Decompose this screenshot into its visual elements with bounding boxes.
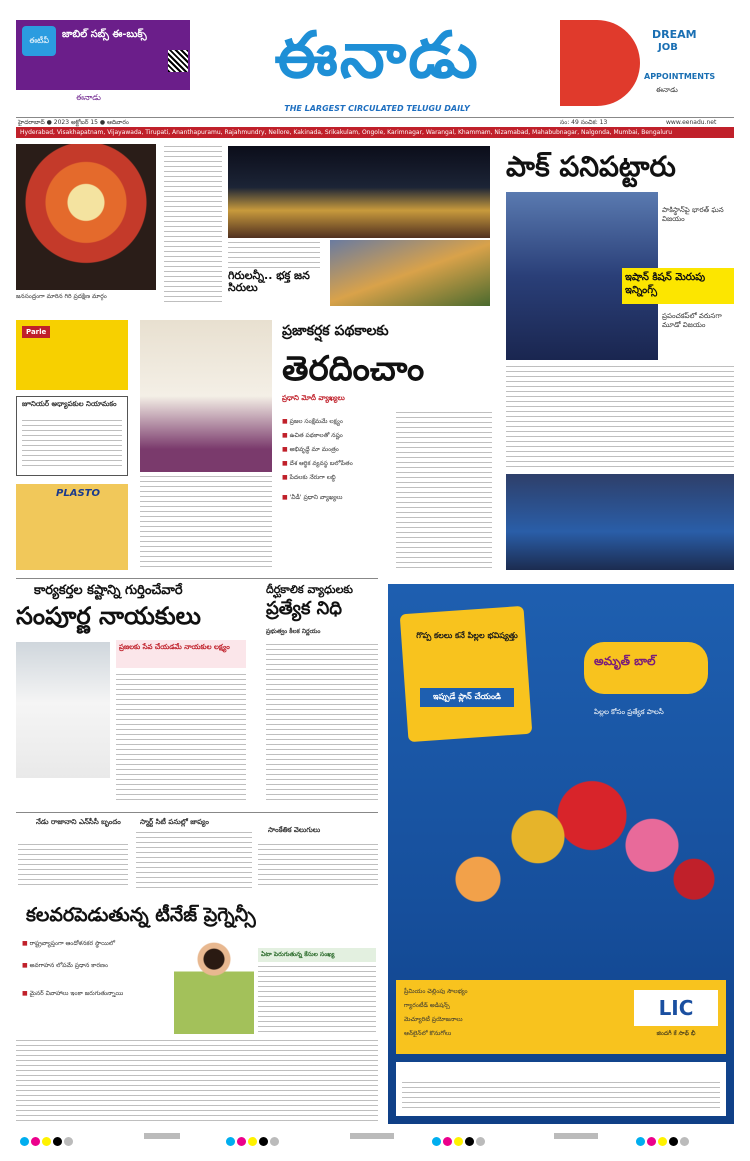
lic-plan-name: అమృత్ బాల్ <box>594 654 656 668</box>
left-ad-footer: ఈనాడు <box>16 90 190 106</box>
modi-photo <box>140 320 272 472</box>
registration-bar-2 <box>350 1133 394 1139</box>
lead-bullet-1: ■ ప్రజల సంక్షేమమే లక్ష్యం <box>282 418 392 426</box>
registration-marks-1 <box>20 1131 75 1150</box>
lead-bullet-3: ■ అభివృద్ధే మా మంత్రం <box>282 446 392 454</box>
lic-feature-1: ప్రీమియం చెల్లింపు సౌలభ్యం <box>404 988 468 995</box>
brief-3-title: సాంకేతిక వెలుగులు <box>268 826 321 834</box>
fund-story-text <box>266 644 378 804</box>
red-half-circle <box>560 20 640 106</box>
right-ad-sub: ఈనాడు <box>656 86 678 94</box>
lic-feature-3: మెచ్యూరిటీ ప్రయోజనాలు <box>404 1016 463 1023</box>
etv-logo: ఈటీవీ <box>22 26 56 56</box>
middle-headline: సంపూర్ణ నాయకులు <box>16 602 201 630</box>
lic-bubble <box>400 606 533 742</box>
girulu-headline: గిరులన్నీ.. భక్త జన సిరులు <box>228 269 310 294</box>
lic-logo: LIC <box>634 990 718 1026</box>
dateline-left: హైదరాబాద్ ● 2023 అక్టోబర్ 15 ● ఆదివారం <box>18 119 129 126</box>
night-festival-photo <box>228 146 490 238</box>
qr-code <box>168 50 188 72</box>
brief-3-text <box>258 844 378 888</box>
lic-ad[interactable] <box>388 584 734 1124</box>
sports-story-text <box>506 366 734 470</box>
masthead-title: ఈనాడు <box>274 19 480 93</box>
lead-text-col1 <box>140 476 272 568</box>
fund-kicker: దీర్ఘకాలిక వ్యాధులకు <box>266 583 353 596</box>
lead-bullet-4: ■ దేశ ఆర్థిక వ్యవస్థ బలోపేతం <box>282 460 392 468</box>
festival-story-text <box>228 242 320 268</box>
briefs-rule <box>16 812 378 813</box>
lic-bubble-text: గొప్ప కలలు కనే పిల్లల భవిష్యత్తు <box>416 631 518 640</box>
lic-bubble-highlight: ఇప్పుడే ప్లాన్ చేయండి <box>420 688 514 707</box>
notice-ad-lines <box>22 420 122 470</box>
crowd-photo <box>330 240 490 306</box>
brief-3 <box>258 818 378 890</box>
dateline-right: www.eenadu.net <box>666 119 717 126</box>
fund-sub: ప్రభుత్వం కీలక నిర్ణయం <box>266 628 321 635</box>
bottom-headline: కలవరపెడుతున్న టీనేజ్ ప్రెగ్నెన్సీ <box>26 904 256 926</box>
leader-story-text <box>116 674 246 804</box>
lead-headline: తెరదించాం <box>282 349 425 389</box>
lead-kicker: ప్రజాకర్షక పథకాలకు <box>282 323 389 339</box>
dream-text: DREAM <box>652 28 697 41</box>
brief-1-text <box>18 844 128 888</box>
bottom-bullet-3: ■ మైనర్ వివాహాలు ఇంకా జరుగుతున్నాయి <box>22 990 172 998</box>
lead-text-col2 <box>396 412 492 568</box>
top-rule <box>16 117 734 118</box>
team-celebration-photo <box>506 474 734 570</box>
lead-bullet-5: ■ పేదలకు నేరుగా లబ్ధి <box>282 474 392 482</box>
ishan-callout: ఇషాన్ కిషన్ మెరుపు ఇన్నింగ్స్ <box>622 268 734 304</box>
leader-photo <box>16 642 110 778</box>
left-ad-text: జాబిల్ సబ్స్ ఈ-బుక్స్ <box>62 29 147 40</box>
registration-bar-3 <box>554 1133 598 1139</box>
sports-side-caption: పాకిస్థాన్‌పై భారత్ ఘన విజయం <box>662 206 724 223</box>
notice-ad-text: జూనియర్ అధ్యాపకుల నియామకం <box>22 400 117 408</box>
brief-2-title: స్మార్ట్ సిటీ పనుల్లో జాప్యం <box>140 818 209 826</box>
lead-bullet-2: ■ ఉచిత పథకాలతో నష్టం <box>282 432 392 440</box>
brief-2 <box>136 818 252 890</box>
plasto-logo: PLASTO <box>56 488 100 499</box>
registration-marks-3 <box>432 1131 487 1150</box>
lead-subhead: ప్రధాని మోదీ వ్యాఖ్యలు <box>282 394 345 402</box>
children-illustration <box>418 752 718 964</box>
bottom-chart-text <box>258 966 376 1034</box>
lic-feature-2: గ్యారంటీడ్ అడిషన్స్ <box>404 1002 450 1009</box>
brief-2-text <box>136 832 252 888</box>
sports-sub-caption: ప్రపంచకప్‌లో వరుసగా మూడో విజయం <box>662 312 722 329</box>
dateline-center: సం: 49 సంచిక: 13 <box>560 119 608 126</box>
registration-bar-1 <box>144 1133 180 1139</box>
brief-1-title: నేడు రాజానాని ఎన్‌సీసీ బృందం <box>36 818 121 826</box>
chart-caption: ఏటా పెరుగుతున్న కేసుల సంఖ్య <box>258 948 376 962</box>
masthead-tagline: THE LARGEST CIRCULATED TELUGU DAILY <box>284 104 470 113</box>
mid-rule <box>16 578 378 579</box>
sports-headline: పాక్ పనిపట్టారు <box>506 150 676 183</box>
bottom-bullet-2: ■ అవగాహన లోపమే ప్రధాన కారణం <box>22 962 172 970</box>
parle-logo: Parle <box>22 326 50 338</box>
middle-kicker: కార్యకర్తల కష్టాన్ని గుర్తించేవారే <box>34 583 183 598</box>
lic-plan-sub: పిల్లల కోసం ప్రత్యేక పాలసీ <box>594 708 664 716</box>
registration-marks-2 <box>226 1131 281 1150</box>
temple-photo <box>16 144 156 290</box>
lic-feature-4: ఆన్‌లైన్‌లో కొనుగోలు <box>404 1030 452 1037</box>
registration-marks-4 <box>636 1131 691 1150</box>
lic-tagline: జిందగీ కే సాథ్ భీ <box>656 1030 696 1037</box>
job-text: JOB <box>658 42 678 53</box>
temple-story-text <box>164 146 222 306</box>
editions-strip: Hyderabad, Visakhapatnam, Vijayawada, Tirupati, Ananthapuramu, Rajahmundry, Nellore, Kakinada, Srikakulam, Ongole, Karimnagar, Warangal, Khammam, Nizamabad, Mahabubnagar, Nalgonda, Mumbai, Bengaluru <box>16 127 734 138</box>
quote-box: ప్రజలకు సేవ చేయడమే నాయకుల లక్ష్యం <box>116 640 246 668</box>
temple-caption: జనసంద్రంగా మారిన గిరి ప్రదక్షిణ మార్గం <box>16 293 107 300</box>
fund-headline: ప్రత్యేక నిధి <box>266 598 342 619</box>
brief-1 <box>18 818 128 890</box>
bottom-bullet-1: ■ రాష్ట్రవ్యాప్తంగా ఆందోళనకర స్థాయిలో <box>22 940 172 948</box>
teen-illustration <box>174 938 254 1034</box>
lic-footer-lines <box>402 1082 720 1110</box>
appointments-text: APPOINTMENTS <box>644 72 716 81</box>
lead-bullet-6: ■ 'వీడీ' ప్రధాని వ్యాఖ్యలు <box>282 494 392 502</box>
bottom-story-text <box>16 1040 378 1124</box>
left-ad-ebooks[interactable] <box>16 20 190 106</box>
right-ad-dream-job[interactable] <box>560 20 734 106</box>
